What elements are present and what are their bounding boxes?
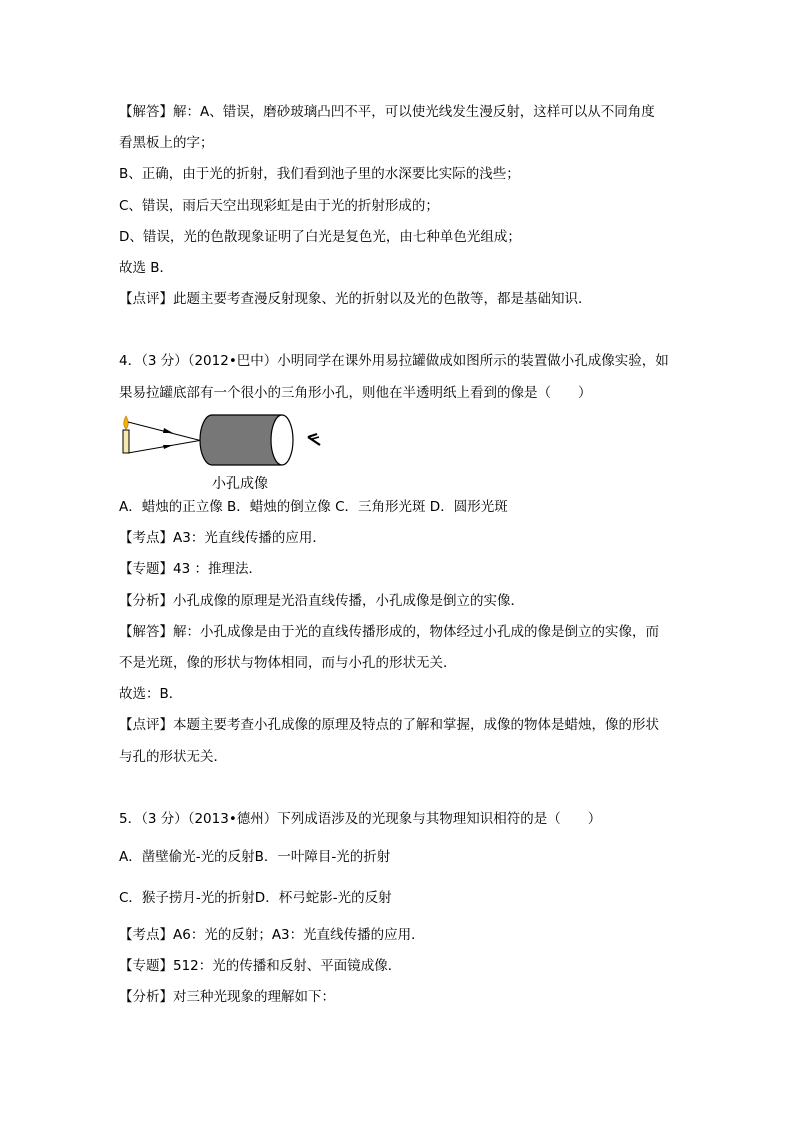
candle-flame [124, 416, 129, 429]
pinhole-camera-figure [118, 408, 338, 468]
q4-stem-line1: 4．（3 分）（2012•巴中）小明同学在课外用易拉罐做成如图所示的装置做小孔成像实验，如 [119, 353, 669, 369]
q5-zhuanti: 【专题】512：光的传播和反射、平面镜成像． [119, 958, 402, 974]
answer3-choice: 故选 B． [119, 260, 174, 276]
q5-options-cd: C．猴子捞月-光的折射D．杯弓蛇影-光的反射 [119, 890, 392, 906]
q4-comment-line1: 【点评】本题主要考查小孔成像的原理及特点的了解和掌握，成像的物体是蜡烛，像的形状 [119, 717, 659, 733]
answer3-option-b: B、正确，由于光的折射，我们看到池子里的水深要比实际的浅些； [119, 166, 520, 182]
q4-fenxi: 【分析】小孔成像的原理是光沿直线传播，小孔成像是倒立的实像． [119, 593, 524, 609]
arrowhead-bottom [163, 445, 173, 449]
q4-stem-line2: 果易拉罐底部有一个很小的三角形小孔，则他在半透明纸上看到的像是（ ） [119, 385, 592, 401]
translucent-paper [271, 415, 293, 465]
figure-caption: 小孔成像 [212, 476, 268, 492]
q5-fenxi: 【分析】对三种光现象的理解如下： [119, 989, 335, 1005]
q4-choice: 故选：B． [119, 686, 183, 702]
q5-options-ab: A．凿壁偷光-光的反射B．一叶障目-光的折射 [119, 849, 391, 865]
q4-kaodian: 【考点】A3：光直线传播的应用． [119, 530, 326, 546]
arrowhead-top [163, 428, 173, 433]
candle [123, 430, 129, 453]
q4-zhuanti: 【专题】43 ：推理法． [119, 561, 262, 577]
answer3-comment: 【点评】此题主要考查漫反射现象、光的折射以及光的色散等，都是基础知识． [119, 291, 592, 307]
q4-jieda-line1: 【解答】解：小孔成像是由于光的直线传播形成的，物体经过小孔成的像是倒立的实像，而 [119, 624, 659, 640]
answer3-line1: 【解答】解：A、错误，磨砂玻璃凸凹不平，可以使光线发生漫反射，这样可以从不同角度 [119, 104, 655, 120]
q4-jieda-line2: 不是光斑，像的形状与物体相同，而与小孔的形状无关． [119, 655, 457, 671]
q5-kaodian: 【考点】A6：光的反射；A3：光直线传播的应用． [119, 927, 425, 943]
answer3-option-c: C、错误，雨后天空出现彩虹是由于光的折射形成的； [119, 198, 439, 214]
answer3-line2: 看黑板上的字； [119, 135, 214, 151]
q4-options: A．蜡烛的正立像 B．蜡烛的倒立像 C．三角形光斑 D．圆形光斑 [119, 499, 508, 515]
inverted-candle-image [308, 434, 320, 445]
q4-comment-line2: 与孔的形状无关． [119, 749, 227, 765]
q5-stem: 5．（3 分）（2013•德州）下列成语涉及的光现象与其物理知识相符的是（ ） [119, 811, 602, 827]
answer3-option-d: D、错误，光的色散现象证明了白光是复色光，由七种单色光组成； [119, 229, 521, 245]
